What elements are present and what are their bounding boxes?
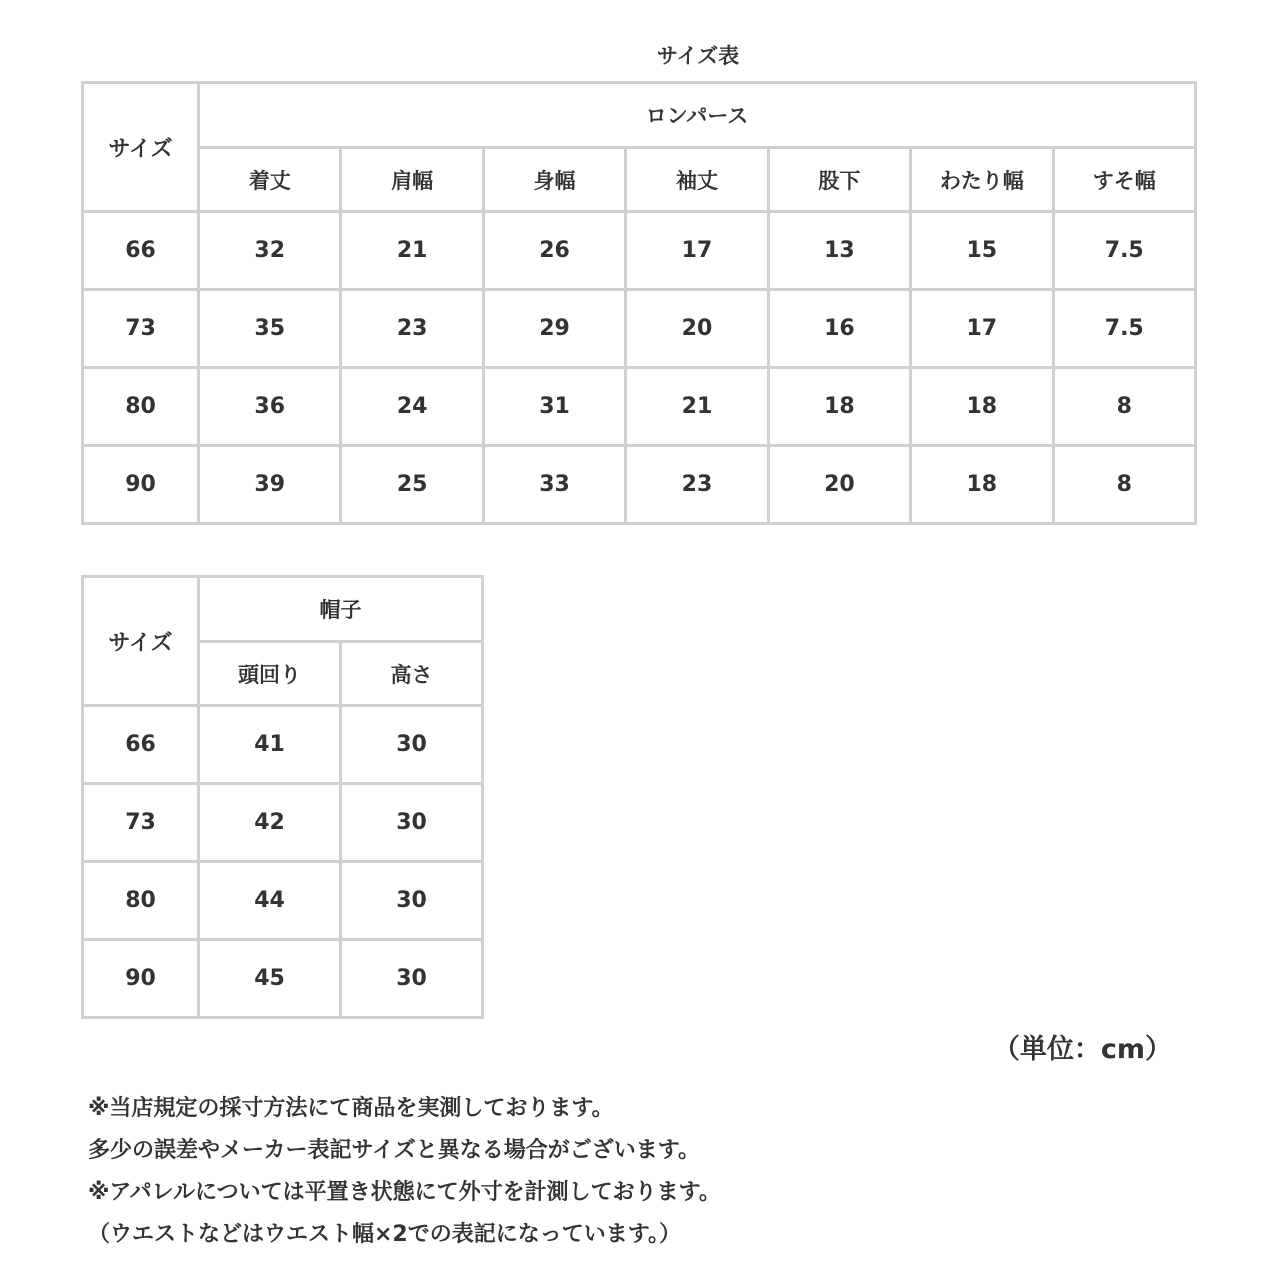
romper-size-table [81, 81, 1197, 525]
size-cell: 80 [83, 862, 199, 940]
value-cell: 26 [483, 212, 625, 290]
column-header: 高さ [341, 642, 483, 706]
page-title: サイズ表 [656, 44, 740, 68]
romper-group-header: ロンパース [199, 83, 1196, 148]
table-header-row [83, 83, 1196, 148]
value-cell: 20 [768, 446, 910, 524]
column-header: 肩幅 [341, 148, 483, 212]
value-cell: 29 [483, 290, 625, 368]
value-cell: 7.5 [1053, 290, 1195, 368]
value-cell: 8 [1053, 368, 1195, 446]
size-cell: 80 [83, 368, 199, 446]
size-cell: 66 [83, 706, 199, 784]
column-header: わたり幅 [911, 148, 1053, 212]
value-cell: 30 [341, 706, 483, 784]
value-cell: 18 [911, 368, 1053, 446]
note-line: （ウエストなどはウエスト幅×2での表記になっています。） [88, 1222, 681, 1247]
value-cell: 32 [199, 212, 341, 290]
column-header: 身幅 [483, 148, 625, 212]
column-header: 股下 [768, 148, 910, 212]
column-header: 着丈 [199, 148, 341, 212]
notes [88, 1088, 721, 1256]
value-cell: 39 [199, 446, 341, 524]
value-cell: 23 [626, 446, 768, 524]
value-cell: 18 [768, 368, 910, 446]
value-cell: 41 [199, 706, 341, 784]
value-cell: 7.5 [1053, 212, 1195, 290]
size-cell: 73 [83, 290, 199, 368]
value-cell: 20 [626, 290, 768, 368]
value-cell: 18 [911, 446, 1053, 524]
hat-group-header: 帽子 [199, 577, 483, 642]
size-column-header: サイズ [83, 577, 199, 706]
size-cell: 66 [83, 212, 199, 290]
table-row [83, 368, 1196, 446]
column-header: すそ幅 [1053, 148, 1195, 212]
value-cell: 35 [199, 290, 341, 368]
note-line: ※当店規定の採寸方法にて商品を実測しております。 [88, 1096, 614, 1121]
value-cell: 17 [911, 290, 1053, 368]
column-header: 袖丈 [626, 148, 768, 212]
hat-size-table [81, 575, 484, 1019]
table-row [83, 862, 483, 940]
value-cell: 30 [341, 784, 483, 862]
value-cell: 25 [341, 446, 483, 524]
column-header: 頭回り [199, 642, 341, 706]
note-line: 多少の誤差やメーカー表記サイズと異なる場合がございます。 [88, 1138, 701, 1163]
size-cell: 90 [83, 940, 199, 1018]
table-row [83, 290, 1196, 368]
value-cell: 31 [483, 368, 625, 446]
value-cell: 15 [911, 212, 1053, 290]
value-cell: 23 [341, 290, 483, 368]
value-cell: 36 [199, 368, 341, 446]
table-row [83, 706, 483, 784]
value-cell: 30 [341, 862, 483, 940]
table-row [83, 212, 1196, 290]
value-cell: 21 [626, 368, 768, 446]
value-cell: 16 [768, 290, 910, 368]
size-cell: 90 [83, 446, 199, 524]
size-column-header: サイズ [83, 83, 199, 212]
table-header-row [83, 577, 483, 642]
table-row [83, 446, 1196, 524]
value-cell: 21 [341, 212, 483, 290]
value-cell: 13 [768, 212, 910, 290]
table-row [83, 784, 483, 862]
value-cell: 44 [199, 862, 341, 940]
table-header-row [83, 148, 1196, 212]
unit-label: （単位：cm） [992, 1034, 1172, 1065]
value-cell: 42 [199, 784, 341, 862]
size-cell: 73 [83, 784, 199, 862]
value-cell: 24 [341, 368, 483, 446]
table-row [83, 940, 483, 1018]
value-cell: 30 [341, 940, 483, 1018]
value-cell: 17 [626, 212, 768, 290]
value-cell: 45 [199, 940, 341, 1018]
value-cell: 8 [1053, 446, 1195, 524]
value-cell: 33 [483, 446, 625, 524]
note-line: ※アパレルについては平置き状態にて外寸を計測しております。 [88, 1180, 721, 1205]
